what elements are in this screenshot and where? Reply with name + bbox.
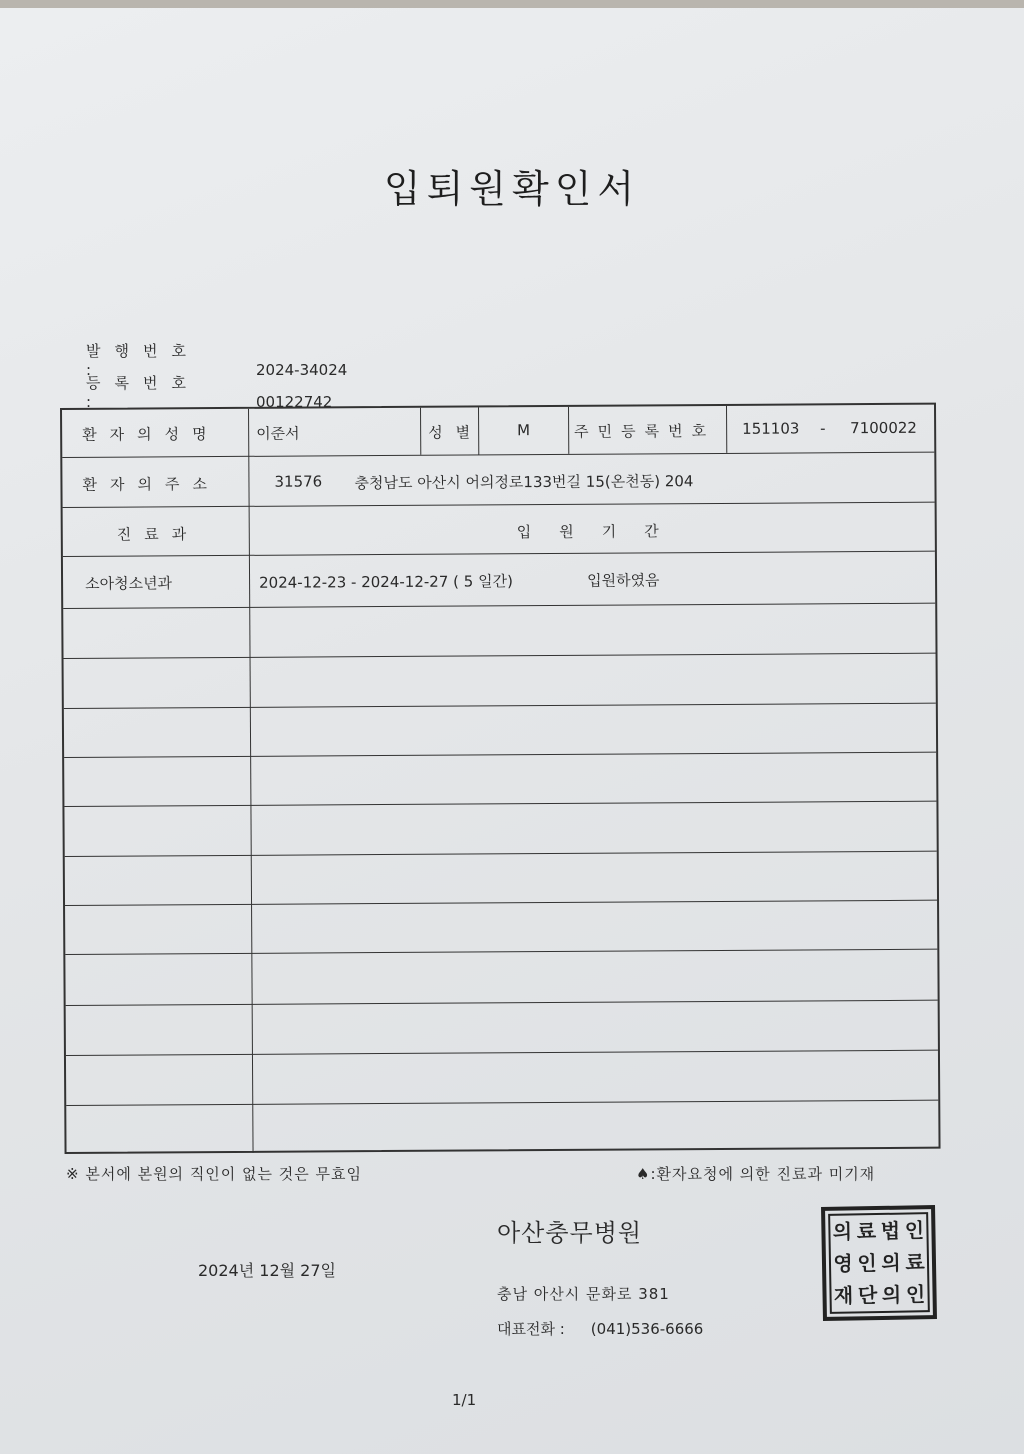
table-line [64,653,936,659]
table-line [64,752,936,758]
table-line [62,452,934,458]
validity-note: ※ 본서에 본원의 직인이 없는 것은 무효임 [66,1165,363,1183]
issue-number: 2024-34024 [256,361,348,379]
department-note: ♠:환자요청에 의한 진료과 미기재 [636,1165,876,1183]
seal-char: 인 [904,1218,925,1243]
phone-label: 대표전화 : [497,1320,565,1338]
table-divider [248,409,254,1153]
seal-char: 재 [833,1283,854,1308]
period-header: 입원기간 [516,522,687,542]
table-line [64,703,936,709]
seal-char: 인 [857,1251,877,1276]
document-title: 입퇴원확인서 [383,167,641,211]
seal-char: 의 [881,1250,901,1275]
seal-char: 의 [881,1282,902,1307]
seal-char: 영 [833,1251,853,1276]
table-line [64,801,936,807]
document-paper [0,8,1024,1454]
rrn-front: 151103 [742,419,800,438]
admission-table [60,403,941,1154]
sex-value: M [517,421,531,440]
admission-status: 입원하였음 [587,571,660,590]
department-header: 진료과 [116,525,200,544]
patient-name: 이준서 [256,424,300,443]
seal-char: 료 [905,1250,925,1275]
rrn-label: 주민등록번호 [574,421,716,441]
seal-char: 단 [857,1283,878,1308]
table-divider [726,406,727,453]
admission-period: 2024-12-23 - 2024-12-27 ( 5 일간) [259,572,513,592]
seal-char: 료 [856,1219,877,1244]
table-line [63,502,935,508]
registration-number-label: 등록번호 : [86,374,200,411]
issue-date: 2024년 12월 27일 [198,1261,336,1280]
table-line [65,900,937,906]
department-value: 소아청소년과 [85,574,173,593]
table-line [63,603,935,609]
hospital-name: 아산충무병원 [497,1219,643,1247]
rrn-dash: - [820,419,826,438]
address-label: 환자의주소 [82,475,220,494]
table-line [66,1000,938,1006]
patient-address: 충청남도 아산시 어의정로133번길 15(온천동) 204 [354,472,694,493]
table-divider [420,408,421,455]
table-line [65,851,937,857]
sex-label: 성별 [428,423,484,442]
hospital-address: 충남 아산시 문화로 381 [497,1285,670,1303]
table-line [66,1100,938,1106]
rrn-back: 7100022 [850,418,918,438]
issue-number-label: 발행번호 : [86,342,200,379]
seal-char: 인 [905,1282,926,1307]
seal-char: 의 [832,1219,853,1244]
zip-code: 31576 [274,472,323,491]
seal-characters [828,1212,930,1314]
table-line [63,551,935,557]
seal-char: 법 [880,1218,901,1243]
page-number: 1/1 [452,1391,477,1409]
patient-name-label: 환자의성명 [82,425,220,444]
registration-number-row [86,372,332,411]
registration-number: 00122742 [256,393,333,411]
table-divider [568,407,569,454]
table-line [65,949,937,955]
hospital-seal [821,1205,937,1321]
phone-number: (041)536-6666 [590,1320,704,1338]
hospital-phone-row [497,1318,703,1339]
table-line [66,1050,938,1056]
